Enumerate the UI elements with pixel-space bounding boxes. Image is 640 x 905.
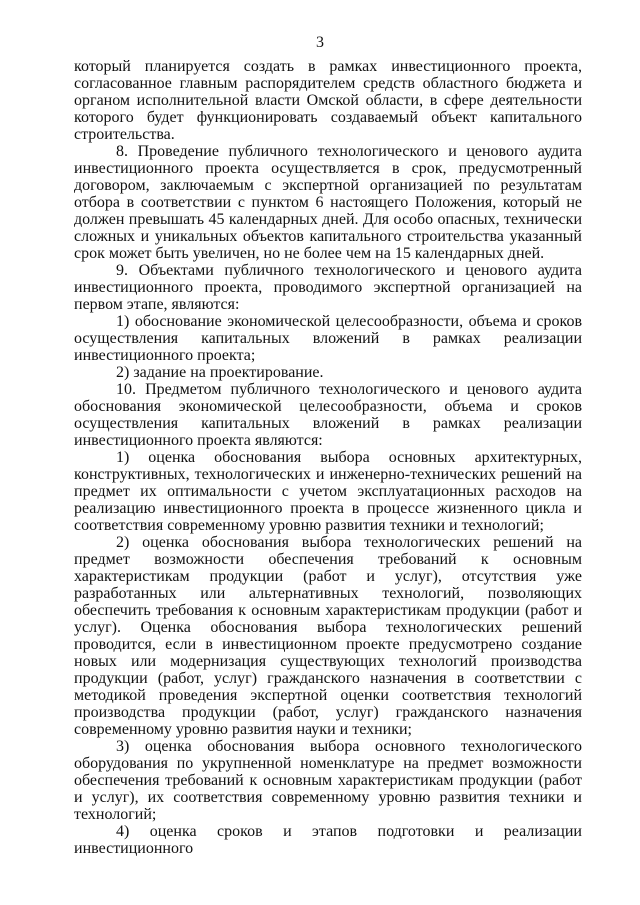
paragraph-item-9-2: 2) задание на проектирование. [116,364,324,381]
paragraph-item-10: 10. Предметом публичного технологического и ценового аудита обоснования экономической целесообразности, объема и сроков осуществления капитальных вложений в рамках реализации инвестиционного проекта являются: [74,381,582,449]
paragraph-item-9: 9. Объектами публичного технологического и ценового аудита инвестиционного проекта, проводимого экспертной организацией на первом этапе, являются: [74,262,582,313]
paragraph-item-8: 8. Проведение публичного технологического и ценового аудита инвестиционного проекта осуществляется в срок, предусмотренный договором, заключаемым с экспертной организацией по результатам отбора в соответствии с пунктом 6 настоящего Положения, который не должен превышать 45 календарных дней. Для особо опасных, технически сложных и уникальных объектов капитального строительства указанный срок может быть увеличен, но не более чем на 15 календарных дней. [74,143,582,262]
paragraph-item-9-1: 1) обоснование экономической целесообразности, объема и сроков осуществления капитальных вложений в рамках реализации инвестиционного проекта; [74,313,582,364]
paragraph-item-10-2: 2) оценка обоснования выбора технологических решений на предмет возможности обеспечения требований к основным характеристикам продукции (работ и услуг), отсутствия уже разработанных или альтернативных технологий, позволяющих обеспечить требования к основным характеристикам продукции (работ и услуг). Оценка обоснования выбора технологических решений проводится, если в инвестиционном проекте предусмотрено создание новых или модернизация существующих технологий производства продукции (работ, услуг) гражданского назначения в соответствии с методикой проведения экспертной оценки соответствия технологий производства продукции (работ, услуг) гражданского назначения современному уровню развития науки и техники; [74,534,582,738]
paragraph-item-10-1: 1) оценка обоснования выбора основных архитектурных, конструктивных, технологических и инженерно-технических решений на предмет их оптимальности с учетом эксплуатационных расходов на реализацию инвестиционного проекта в процессе жизненного цикла и соответствия современному уровню развития техники и технологий; [74,449,582,534]
paragraph-continuation: который планируется создать в рамках инвестиционного проекта, согласованное главным распорядителем средств областного бюджета и органом исполнительной власти Омской области, в сфере деятельности которого будет функционировать создаваемый объект капитального строительства. [74,58,582,143]
paragraph-item-10-3: 3) оценка обоснования выбора основного технологического оборудования по укрупненной номенклатуре на предмет возможности обеспечения требований к основным характеристикам продукции (работ и услуг), их соответствия современному уровню развития техники и технологий; [74,738,582,823]
page-number: 3 [316,34,324,51]
paragraph-item-10-4: 4) оценка сроков и этапов подготовки и реализации инвестиционного [74,823,582,857]
document-body [74,58,582,857]
